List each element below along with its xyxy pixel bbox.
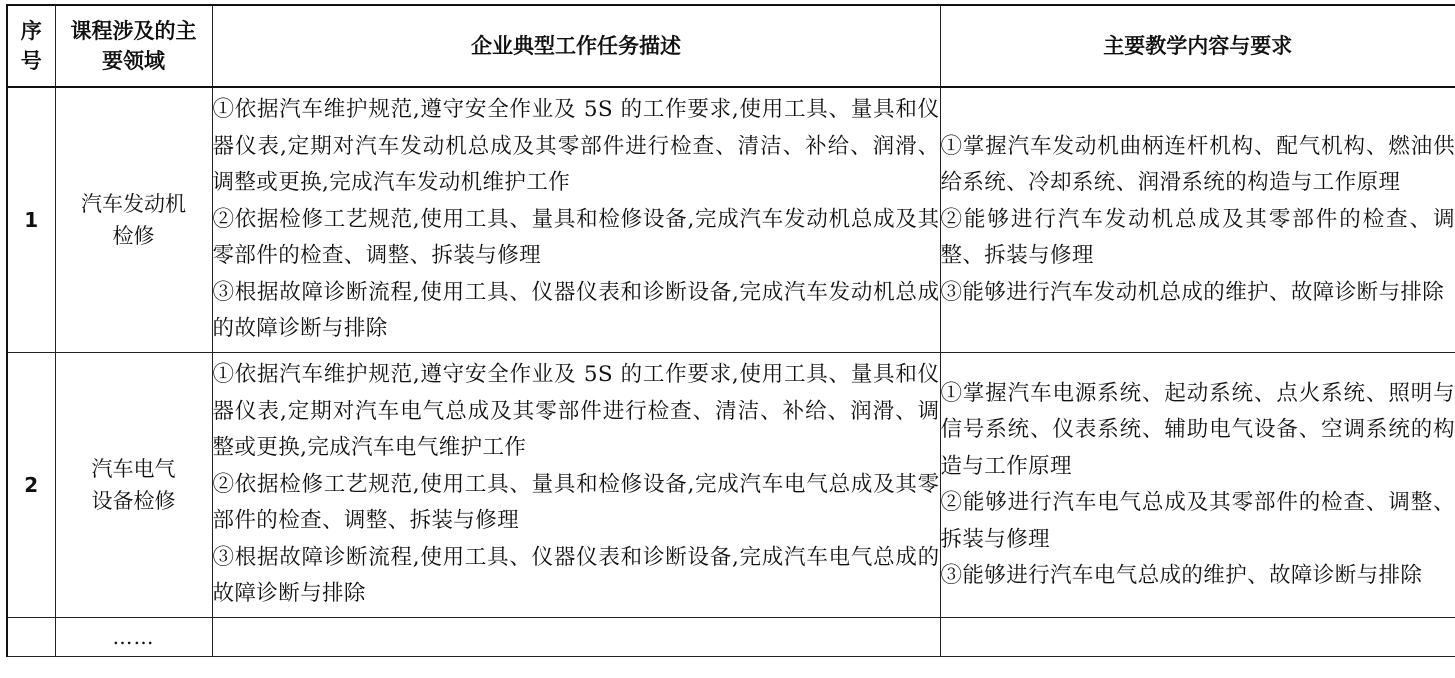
- curriculum-table-container: [6, 4, 1455, 657]
- task-item: ①依据汽车维护规范,遵守安全作业及 5S 的工作要求,使用工具、量具和仪器仪表,定期对汽车电气总成及其零部件进行检查、清洁、补给、润滑、调整或更换,完成汽车电气维护工作: [212, 362, 940, 461]
- row-content: [940, 87, 1455, 353]
- task-item: ①依据汽车维护规范,遵守安全作业及 5S 的工作要求,使用工具、量具和仪器仪表,定期对汽车发动机总成及其零部件进行检查、清洁、补给、润滑、调整或更换,完成汽车发动机维护工作: [212, 97, 940, 196]
- row-seq: [7, 618, 55, 657]
- content-item: ②能够进行汽车发动机总成及其零部件的检查、调整、拆装与修理: [940, 206, 1455, 269]
- header-tasks: 企业典型工作任务描述: [212, 5, 940, 87]
- curriculum-table: [6, 4, 1455, 657]
- row-tasks: [212, 353, 940, 618]
- table-row: [7, 87, 1455, 353]
- row-content-empty: [940, 618, 1455, 657]
- row-tasks-empty: [212, 618, 940, 657]
- row-area: 汽车发动机检修: [55, 87, 212, 353]
- header-area: 课程涉及的主要领域: [55, 5, 212, 87]
- header-seq: 序号: [7, 5, 55, 87]
- row-seq: 1: [7, 87, 55, 353]
- task-item: ②依据检修工艺规范,使用工具、量具和检修设备,完成汽车发动机总成及其零部件的检查、调整、拆装与修理: [212, 206, 940, 269]
- table-header-row: [7, 5, 1455, 87]
- header-content: 主要教学内容与要求: [940, 5, 1455, 87]
- row-content: [940, 353, 1455, 618]
- row-area-ellipsis: ……: [55, 618, 212, 657]
- table-row: [7, 618, 1455, 657]
- content-item: ①掌握汽车电源系统、起动系统、点火系统、照明与信号系统、仪表系统、辅助电气设备、空调系统的构造与工作原理: [940, 380, 1455, 479]
- task-item: ②依据检修工艺规范,使用工具、量具和检修设备,完成汽车电气总成及其零部件的检查、调整、拆装与修理: [212, 471, 940, 534]
- row-seq: 2: [7, 353, 55, 618]
- row-area: 汽车电气设备检修: [55, 353, 212, 618]
- content-item: ③能够进行汽车电气总成的维护、故障诊断与排除: [940, 563, 1423, 588]
- table-row: [7, 353, 1455, 618]
- task-item: ③根据故障诊断流程,使用工具、仪器仪表和诊断设备,完成汽车发动机总成的故障诊断与排除: [212, 279, 940, 342]
- content-item: ③能够进行汽车发动机总成的维护、故障诊断与排除: [940, 279, 1445, 305]
- content-item: ②能够进行汽车电气总成及其零部件的检查、调整、拆装与修理: [940, 490, 1455, 552]
- row-tasks: [212, 87, 940, 353]
- task-item: ③根据故障诊断流程,使用工具、仪器仪表和诊断设备,完成汽车电气总成的故障诊断与排除: [212, 544, 940, 607]
- content-item: ①掌握汽车发动机曲柄连杆机构、配气机构、燃油供给系统、冷却系统、润滑系统的构造与工作原理: [940, 133, 1455, 196]
